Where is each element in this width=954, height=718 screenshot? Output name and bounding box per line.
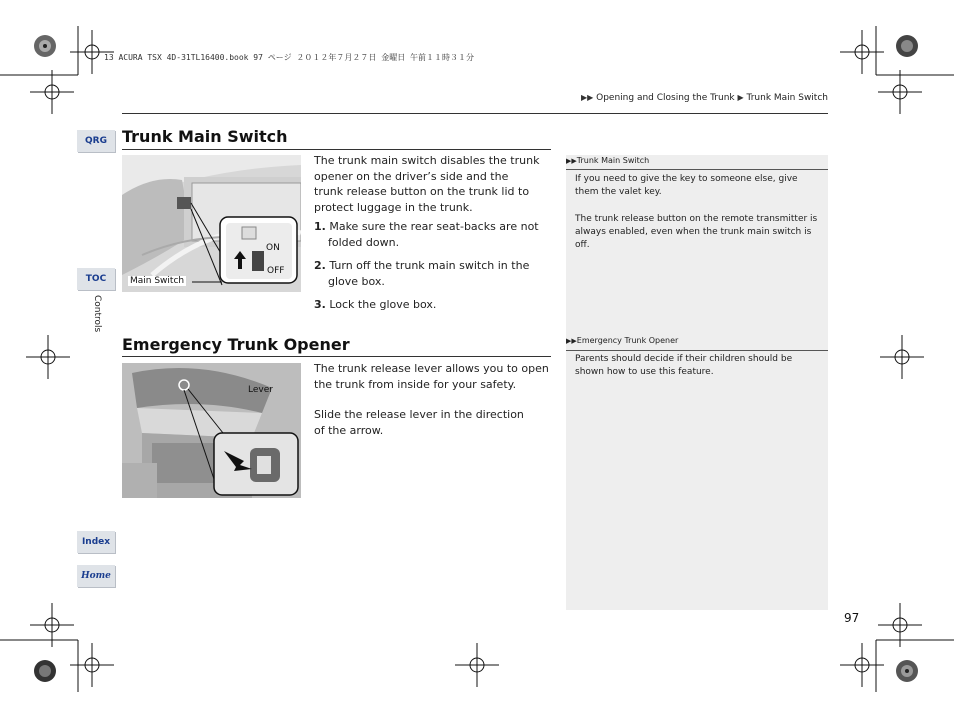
section-title-trunk-main-switch: Trunk Main Switch bbox=[122, 127, 288, 146]
breadcrumb-arrow-icon: ▶ bbox=[737, 93, 744, 102]
crosshair-mark-l2 bbox=[26, 335, 70, 379]
switch-off-label: OFF bbox=[267, 266, 285, 276]
page-number: 97 bbox=[844, 611, 860, 625]
lever-caption: Lever bbox=[248, 385, 273, 395]
note-marker-icon: ▶▶ bbox=[566, 337, 577, 345]
chapter-label: Controls bbox=[92, 295, 102, 333]
section2-para2: Slide the release lever in the direction of the arrow. bbox=[314, 408, 524, 437]
print-header: 13 ACURA TSX 4D-31TL16400.book 97 ページ ２０１２年７月２７日 金曜日 午前１１時３１分 bbox=[104, 53, 475, 62]
section-title-emergency-trunk-opener: Emergency Trunk Opener bbox=[122, 335, 350, 354]
qrg-button[interactable]: QRG bbox=[77, 130, 115, 152]
header-rule bbox=[122, 113, 828, 114]
crosshair-mark-bc bbox=[455, 643, 499, 687]
step-2: 2. Turn off the trunk main switch in the glove box. bbox=[314, 259, 530, 288]
crosshair-mark-br bbox=[840, 643, 884, 687]
note2-text: Parents should decide if their children should be shown how to use this feature. bbox=[575, 354, 793, 377]
note1-rule bbox=[566, 169, 828, 170]
color-target-tl bbox=[34, 35, 56, 57]
crosshair-mark-l1 bbox=[30, 70, 74, 114]
breadcrumb bbox=[581, 93, 828, 103]
breadcrumb-arrow-icon: ▶▶ bbox=[580, 93, 594, 102]
breadcrumb-link-trunk[interactable]: Opening and Closing the Trunk bbox=[596, 93, 735, 103]
color-target-bl bbox=[34, 660, 56, 682]
step-3: 3. Lock the glove box. bbox=[314, 298, 437, 311]
emergency-trunk-opener-figure bbox=[122, 363, 301, 498]
section-rule bbox=[122, 149, 551, 150]
crosshair-mark-r1 bbox=[878, 70, 922, 114]
section-rule bbox=[122, 356, 551, 357]
note1-heading: ▶▶Trunk Main Switch bbox=[566, 156, 650, 165]
toc-button[interactable]: TOC bbox=[77, 268, 115, 290]
breadcrumb-current: Trunk Main Switch bbox=[746, 93, 828, 103]
note2-heading: ▶▶Emergency Trunk Opener bbox=[566, 336, 679, 345]
crosshair-mark-r2 bbox=[880, 335, 924, 379]
section2-para1: The trunk release lever allows you to open the trunk from inside for your safety. bbox=[314, 362, 549, 391]
switch-on-label: ON bbox=[266, 243, 280, 253]
index-button[interactable]: Index bbox=[77, 531, 115, 553]
crosshair-mark-tr bbox=[840, 30, 884, 74]
crosshair-mark-bl bbox=[70, 643, 114, 687]
color-target-br bbox=[896, 660, 918, 682]
step-1: 1. Make sure the rear seat-backs are not folded down. bbox=[314, 220, 539, 249]
section1-body bbox=[314, 153, 540, 313]
home-button[interactable]: Home bbox=[77, 565, 115, 587]
color-target-tr bbox=[896, 35, 918, 57]
notes-sidebar bbox=[566, 155, 828, 610]
note1-text: If you need to give the key to someone else, give them the valet key. The trunk release button on the remote transmitter is always enabled, even when the trunk main switch is off. bbox=[575, 174, 818, 250]
section1-intro: The trunk main switch disables the trunk opener on the driver’s side and the trunk release button on the trunk lid to protect luggage in the trunk. bbox=[314, 154, 540, 214]
note-marker-icon: ▶▶ bbox=[566, 157, 577, 165]
main-switch-caption: Main Switch bbox=[130, 276, 185, 286]
section2-body bbox=[314, 361, 552, 438]
note2-rule bbox=[566, 350, 828, 351]
